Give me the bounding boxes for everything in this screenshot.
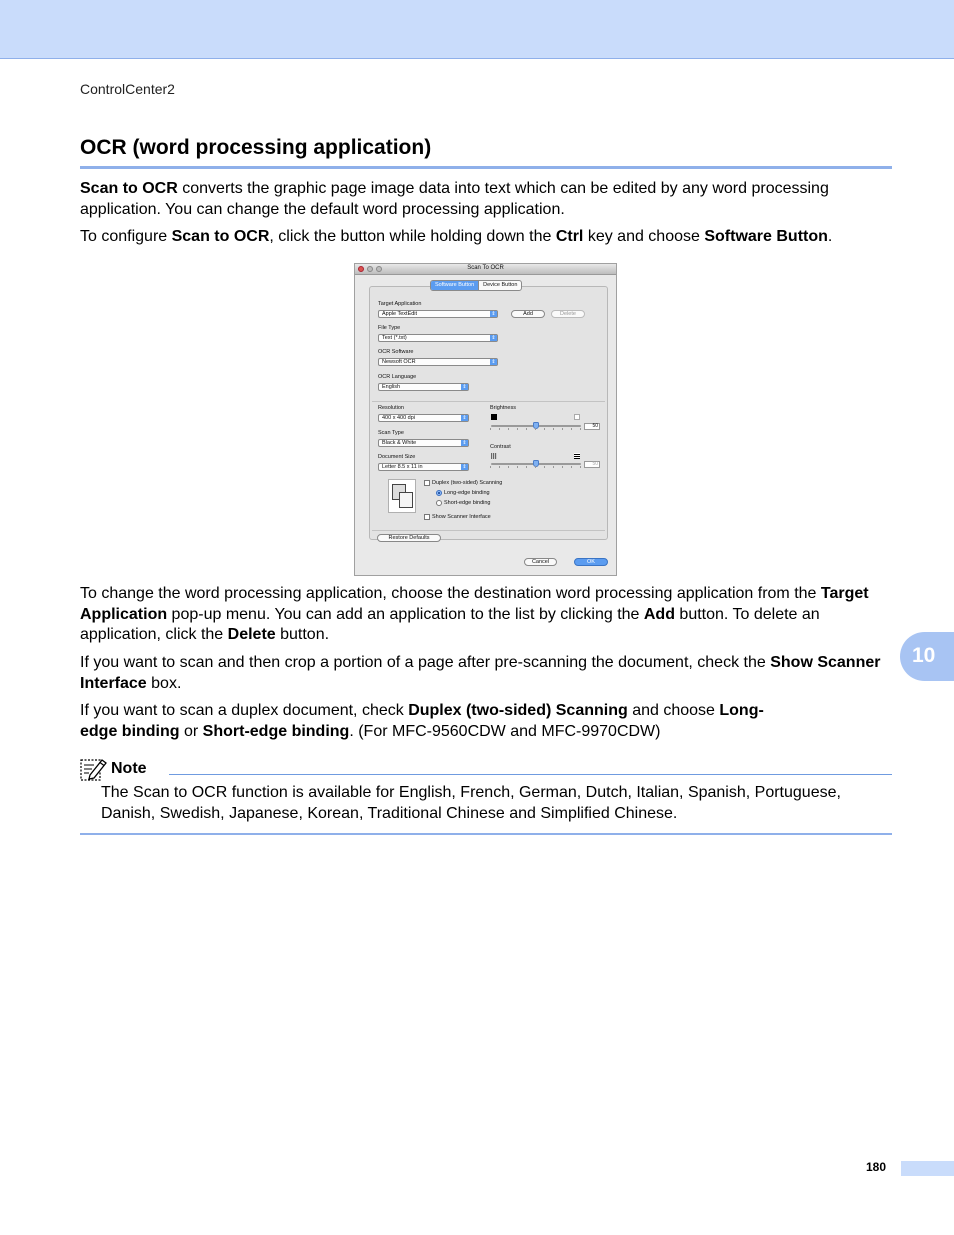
bold-term: Duplex (two-sided) Scanning bbox=[408, 702, 628, 719]
scan-type-label: Scan Type bbox=[378, 430, 404, 436]
popup-arrows-icon: ⇕ bbox=[491, 311, 496, 317]
show-scanner-interface-checkbox[interactable] bbox=[424, 514, 430, 520]
popup-value: Black & White bbox=[382, 440, 417, 446]
text-run: . bbox=[827, 228, 833, 245]
light-brightness-icon bbox=[574, 414, 580, 420]
resolution-popup[interactable] bbox=[378, 414, 469, 422]
long-edge-radio[interactable] bbox=[436, 490, 442, 496]
text-run: box. bbox=[146, 674, 182, 692]
bold-term: Long-edge binding bbox=[80, 702, 764, 740]
paragraph-configure bbox=[80, 227, 895, 248]
text-run: If you want to scan a duplex document, check bbox=[80, 702, 409, 719]
short-edge-radio[interactable] bbox=[436, 500, 442, 506]
note-text: The Scan to OCR function is available for English, French, German, Dutch, Italian, Spanish, Portuguese, Danish, Swedish, Japanese, Korean, Traditional Chinese and Simplified Chinese. bbox=[101, 784, 841, 822]
duplex-checkbox[interactable] bbox=[424, 480, 430, 486]
popup-arrows-icon: ⇕ bbox=[462, 464, 467, 470]
duplex-preview-icon bbox=[388, 479, 416, 513]
scan-to-ocr-dialog bbox=[354, 263, 617, 576]
top-header-band bbox=[0, 0, 954, 59]
page-back-icon bbox=[399, 492, 413, 508]
dialog-titlebar bbox=[355, 264, 616, 275]
paragraph-show-scanner bbox=[80, 653, 895, 694]
popup-arrows-icon: ⇕ bbox=[462, 440, 467, 446]
file-type-label: File Type bbox=[378, 325, 401, 331]
tab-device-button[interactable]: Device Button bbox=[478, 281, 521, 290]
target-application-label: Target Application bbox=[378, 301, 422, 307]
slider-tick bbox=[544, 428, 545, 430]
target-application-popup[interactable] bbox=[378, 310, 498, 318]
slider-tick bbox=[544, 466, 545, 468]
ocr-software-label: OCR Software bbox=[378, 349, 414, 355]
tab-software-button[interactable]: Software Button bbox=[431, 281, 478, 290]
popup-value: Letter 8.5 x 11 in bbox=[382, 464, 423, 470]
bold-term: Short-edge binding bbox=[202, 722, 350, 740]
file-type-popup[interactable] bbox=[378, 334, 498, 342]
dialog-title: Scan To OCR bbox=[467, 265, 504, 271]
slider-tick bbox=[535, 466, 536, 468]
bold-term: Show Scanner Interface bbox=[80, 654, 881, 692]
slider-tick bbox=[508, 428, 509, 430]
text-run: key and choose bbox=[583, 228, 705, 245]
popup-arrows-icon: ⇕ bbox=[491, 359, 496, 365]
brightness-label: Brightness bbox=[490, 405, 516, 411]
slider-tick bbox=[553, 466, 554, 468]
popup-value: 400 x 400 dpi bbox=[382, 415, 416, 421]
slider-tick bbox=[490, 428, 491, 430]
delete-button[interactable]: Delete bbox=[551, 310, 585, 318]
text-run: pop-up menu. You can add an application to the list by clicking the bbox=[167, 605, 644, 623]
chapter-number: 10 bbox=[912, 644, 936, 667]
paragraph-intro bbox=[80, 179, 895, 220]
brightness-value-field[interactable]: 50 bbox=[584, 423, 600, 430]
popup-value: Newsoft OCR bbox=[382, 359, 416, 365]
settings-panel bbox=[369, 286, 608, 540]
bold-term: Target Application bbox=[80, 585, 869, 623]
add-button[interactable]: Add bbox=[511, 310, 545, 318]
text-run: . (For MFC-9560CDW and MFC-9970CDW) bbox=[349, 722, 661, 740]
show-scanner-interface-label: Show Scanner Interface bbox=[432, 514, 491, 520]
text-run: button. bbox=[275, 626, 330, 643]
text-run: If you want to scan and then crop a portion of a page after pre-scanning the document, check the bbox=[80, 654, 771, 671]
separator bbox=[372, 401, 605, 402]
scan-type-popup[interactable] bbox=[378, 439, 469, 447]
popup-value: English bbox=[382, 384, 401, 390]
bold-term: Scan to OCR bbox=[171, 228, 270, 245]
bold-term: Software Button bbox=[704, 228, 828, 245]
slider-tick bbox=[553, 428, 554, 430]
long-edge-label: Long-edge binding bbox=[444, 490, 490, 496]
text-run: button. To delete an application, click the bbox=[80, 605, 820, 643]
title-rule bbox=[80, 166, 892, 169]
slider-tick bbox=[580, 466, 581, 468]
paragraph-duplex bbox=[80, 701, 780, 742]
dark-brightness-icon bbox=[491, 414, 497, 420]
pencil-note-icon bbox=[80, 756, 108, 782]
contrast-label: Contrast bbox=[490, 444, 511, 450]
text-run: converts the graphic page image data into text which can be edited by any word processing application. You can change the default word processing application. bbox=[80, 180, 829, 218]
page-number: 180 bbox=[866, 1160, 887, 1174]
low-contrast-icon bbox=[491, 453, 497, 459]
tab-bar bbox=[430, 280, 522, 291]
document-size-popup[interactable] bbox=[378, 463, 469, 471]
contrast-slider-knob[interactable] bbox=[533, 460, 539, 467]
text-run: To change the word processing application, choose the destination word processing application from the bbox=[80, 585, 821, 602]
popup-arrows-icon: ⇕ bbox=[462, 415, 467, 421]
slider-tick bbox=[508, 466, 509, 468]
chapter-tab bbox=[900, 632, 954, 681]
resolution-label: Resolution bbox=[378, 405, 404, 411]
contrast-value-field[interactable]: 50 bbox=[584, 461, 600, 468]
slider-tick bbox=[571, 466, 572, 468]
restore-defaults-button[interactable]: Restore Defaults bbox=[377, 534, 441, 542]
slider-tick bbox=[490, 466, 491, 468]
slider-tick bbox=[499, 466, 500, 468]
slider-tick bbox=[517, 428, 518, 430]
text-run: or bbox=[179, 722, 203, 740]
bold-term: Ctrl bbox=[555, 228, 584, 245]
document-size-label: Document Size bbox=[378, 454, 416, 460]
running-head: ControlCenter2 bbox=[80, 81, 175, 97]
note-bottom-rule bbox=[80, 833, 892, 835]
duplex-label: Duplex (two-sided) Scanning bbox=[432, 480, 503, 486]
brightness-slider-knob[interactable] bbox=[533, 422, 539, 429]
popup-value: Apple TextEdit bbox=[382, 311, 418, 317]
slider-tick bbox=[535, 428, 536, 430]
text-run: To configure bbox=[80, 228, 172, 245]
slider-tick bbox=[526, 428, 527, 430]
note-rule bbox=[169, 774, 892, 775]
short-edge-label: Short-edge binding bbox=[444, 500, 491, 506]
separator bbox=[372, 530, 605, 531]
slider-tick bbox=[580, 428, 581, 430]
paragraph-change-application bbox=[80, 584, 895, 646]
text-run: , click the button while holding down the bbox=[269, 228, 556, 245]
ocr-software-popup[interactable] bbox=[378, 358, 498, 366]
footer-bar bbox=[901, 1161, 954, 1176]
ocr-language-label: OCR Language bbox=[378, 374, 417, 380]
ok-button[interactable]: OK bbox=[574, 558, 608, 566]
high-contrast-icon bbox=[574, 453, 580, 459]
bold-term: Delete bbox=[227, 626, 276, 643]
note-label: Note bbox=[111, 760, 147, 777]
ocr-language-popup[interactable] bbox=[378, 383, 469, 391]
popup-arrows-icon: ⇕ bbox=[491, 335, 496, 341]
slider-tick bbox=[526, 466, 527, 468]
slider-tick bbox=[562, 428, 563, 430]
slider-tick bbox=[562, 466, 563, 468]
bold-term: Add bbox=[643, 605, 675, 623]
bold-term: Scan to OCR bbox=[80, 180, 178, 197]
popup-value: Text (*.txt) bbox=[382, 335, 407, 341]
slider-tick bbox=[571, 428, 572, 430]
note-header bbox=[80, 756, 892, 784]
page-title: OCR (word processing application) bbox=[80, 136, 432, 159]
slider-tick bbox=[517, 466, 518, 468]
slider-tick bbox=[499, 428, 500, 430]
text-run: and choose bbox=[627, 702, 720, 719]
cancel-button[interactable]: Cancel bbox=[524, 558, 557, 566]
popup-arrows-icon: ⇕ bbox=[462, 384, 467, 390]
